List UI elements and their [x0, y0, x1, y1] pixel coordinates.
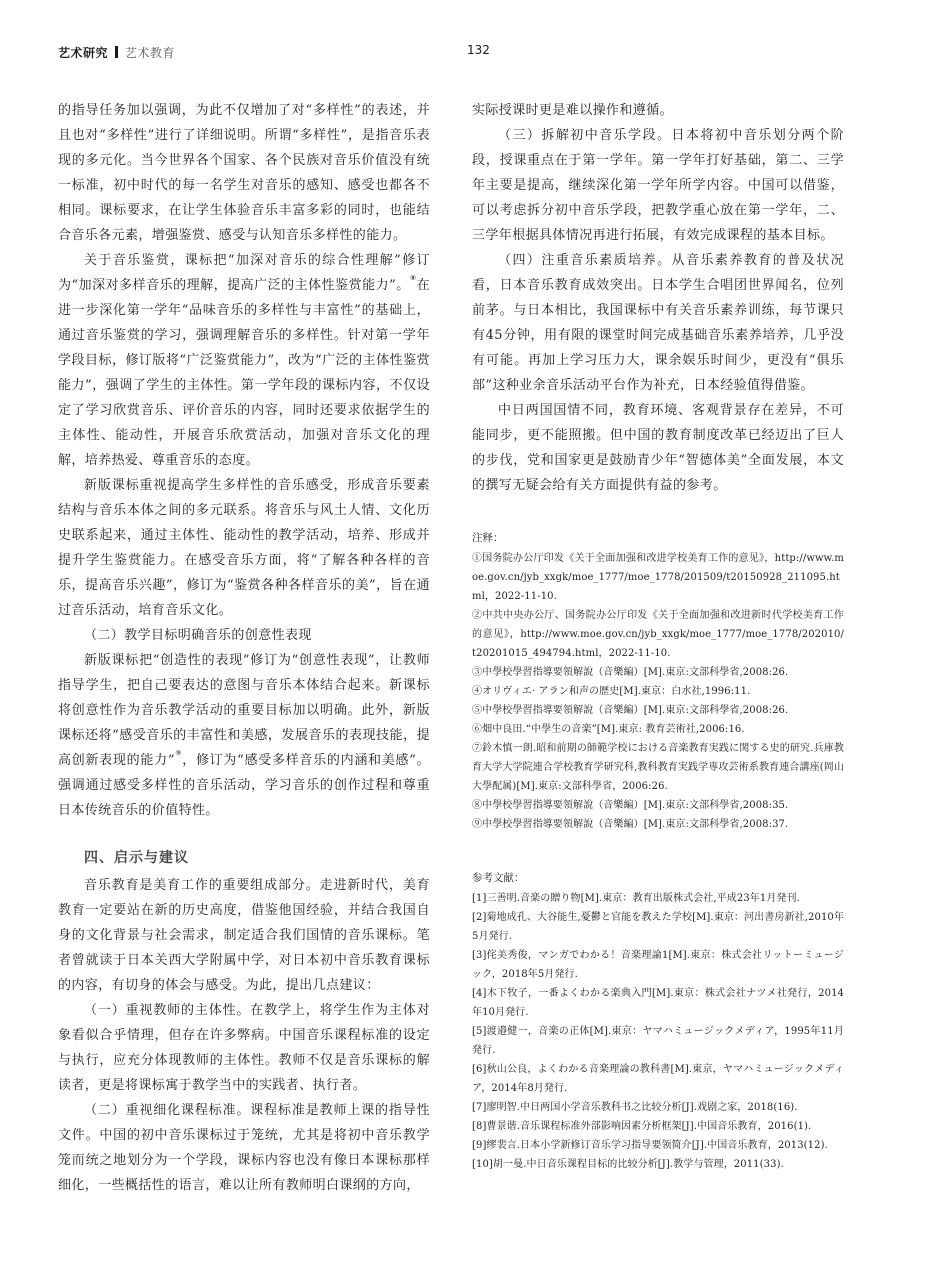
section-name: 艺术教育	[125, 45, 176, 60]
reference-item: [6]秋山公良，よくわかる音楽理論の教科書[M].東京，ヤマハミュージックメディア，2014年8月発行.	[472, 1064, 844, 1094]
paragraph: 中日两国国情不同，教育环境、客观背景存在差异，不可能同步，更不能照搬。但中国的教育制度改革已经迈出了巨人的步伐，党和国家更是鼓励青少年“智德体美”全面发展，本文的撰写无疑会给有关方面提供有益的参考。	[472, 403, 844, 493]
notes-section	[472, 530, 844, 834]
reference-item: [9]缪裴言.日本小学新修订音乐学习指导要领简介[J].中国音乐教育，2013(12).	[472, 1140, 828, 1151]
reference-item: [10]胡一曼.中日音乐课程目标的比较分析[J].教学与管理，2011(33).	[472, 1159, 784, 1170]
reference-item: [3]侘美秀俊，マンガでわかる！音楽理論1[M].東京：株式会社リットーミュージック，2018年5月発行.	[472, 950, 844, 980]
paragraph: （一）重视教师的主体性。在教学上，将学生作为主体对象看似合乎情理，但存在许多弊病。中国音乐课程标准的设定与执行，应充分体现教师的主体性。教师不仅是音乐课标的解读者，更是将课标寓于教学当中的实践者、执行者。	[58, 1003, 430, 1093]
note-item: ⑧中學校學習指導要領解說（音樂編）[M].東京:文部科學省,2008:35.	[472, 800, 789, 811]
journal-name: 艺术研究	[58, 45, 109, 60]
note-item: ②中共中央办公厅、国务院办公厅印发《关于全面加强和改进新时代学校美育工作的意见》，http://www.moe.gov.cn/jyb_xxgk/moe_1777/moe_1778/202010/t20201015_494794.html，2022-11-10.	[472, 610, 844, 659]
subheading: （二）教学目标明确音乐的创意性表现	[84, 628, 312, 643]
paragraph: （二）重视细化课程标准。课程标准是教师上课的指导性文件。中国的初中音乐课标过于笼统，尤其是将初中音乐教学笼而统之地划分为一个学段，课标内容也没有像日本课标那样细化，一些概括性的语言，难以让所有教师明白课纲的方向，	[58, 1103, 430, 1193]
note-item: ⑥畑中良田.“中學生の音楽”[M].東京: 教育芸術社,2006:16.	[472, 724, 745, 735]
note-item: ①国务院办公厅印发《关于全面加强和改进学校美育工作的意见》，http://www.moe.gov.cn/jyb_xxgk/moe_1777/moe_1778/201509/t20150928_211095.html，2022-11-10.	[472, 553, 844, 602]
section-title: 四、启示与建议	[84, 850, 189, 866]
note-item: ⑦鈴木慎一朗.昭和前期の師範学校における音楽教育実践に関する史的研究.兵庫教育大学大学院連合学校教育学研究科,教科教育実践学専攻芸術系教育連合講座(岡山大學配属)[M].東京:文部科學省，2006:26.	[472, 743, 844, 792]
reference-item: [1]三善明.音楽の贈り物[M].東京：教育出版株式会社,平成23年1月発刊.	[472, 893, 800, 904]
reference-item: [4]木下牧子，一番よくわかる楽典入門[M].東京：株式会社ナツメ社発行，2014年10月発行.	[472, 988, 844, 1018]
notes-title: 注释：	[472, 532, 504, 544]
paragraph-text: 新版课标把“创造性的表现”修订为“创意性表现”，让教师指导学生，把自己要表达的意图与音乐本体结合起来。新课标将创意性作为音乐教学活动的重要目标加以明确。此外，新版课标还将“感受音乐的丰富性和美感，发展音乐的表现技能，提高创新表现的能力”	[58, 653, 430, 768]
reference-item: [2]菊地成孔、大谷能生,憂鬱と官能を教えた学校[M].東京：河出書房新社,2010年5月発行.	[472, 912, 844, 942]
footnote-ref[interactable]: ⑨	[174, 749, 183, 757]
paragraph	[58, 248, 430, 473]
note-item: ⑨中學校學習指導要領解說（音樂編）[M].東京:文部科學省,2008:37.	[472, 819, 789, 830]
paragraph-text: 在进一步深化第一学年“品味音乐的多样性与丰富性”的基础上，通过音乐鉴赏的学习，强调理解音乐的多样性。针对第一学年学段目标，修订版将“广泛鉴赏能力”，改为“广泛的主体性鉴赏能力”，强调了学生的主体性。第一学年段的课标内容，不仅设定了学习欣赏音乐、评价音乐的内容，同时还要求依据学生的主体性、能动性，开展音乐欣赏活动，加强对音乐文化的理解，培养热爱、尊重音乐的态度。	[58, 278, 430, 468]
left-column	[58, 98, 430, 1198]
references-title: 参考文献：	[472, 872, 525, 884]
paragraph-text: 关于音乐鉴赏，课标把“加深对音乐的综合性理解”修订为“加深对多样音乐的理解，提高广泛的主体性鉴赏能力”。	[58, 253, 430, 293]
paragraph	[58, 648, 430, 823]
reference-item: [5]渡邉健一，音楽の正体[M].東京：ヤマハミュージックメディア，1995年11月発行.	[472, 1026, 844, 1056]
running-head	[58, 43, 175, 61]
paragraph: 音乐教育是美育工作的重要组成部分。走进新时代，美育教育一定要站在新的历史高度，借鉴他国经验，并结合我国自身的文化背景与社会需求，制定适合我们国情的音乐课标。笔者曾就读于日本关西大学附属中学，对日本初中音乐教育课标的内容，有切身的体会与感受。为此，提出几点建议：	[58, 878, 430, 993]
right-column	[472, 98, 844, 1174]
paragraph: 实际授课时更是难以操作和遵循。	[472, 103, 674, 118]
references-section	[472, 870, 844, 1174]
header-divider	[115, 46, 118, 58]
note-item: ③中學校學習指導要領解說（音樂編）[M].東京:文部科學省,2008:26.	[472, 667, 789, 678]
paragraph: （三）拆解初中音乐学段。日本将初中音乐划分两个阶段，授课重点在于第一学年。第一学年打好基础，第二、三学年主要是提高，继续深化第一学年所学内容。中国可以借鉴，可以考虑拆分初中音乐学段，把教学重心放在第一学年，二、三学年根据具体情况再进行拓展，有效完成课程的基本目标。	[472, 128, 844, 243]
page-number: 132	[467, 43, 490, 57]
reference-item: [7]廖明智.中日两国小学音乐教科书之比较分析[J].戏剧之家，2018(16).	[472, 1102, 798, 1113]
paragraph: （四）注重音乐素质培养。从音乐素养教育的普及状况看，日本音乐教育成效突出。日本学生合唱团世界闻名，位列前茅。与日本相比，我国课标中有关音乐素养训练，每节课只有45分钟，用有限的课堂时间完成基础音乐素养培养，几乎没有可能。再加上学习压力大，课余娱乐时间少，更没有“俱乐部”这种业余音乐活动平台作为补充，日本经验值得借鉴。	[472, 253, 844, 393]
note-item: ⑤中學校學習指導要領解說（音樂編）[M].東京:文部科學省,2008:26.	[472, 705, 789, 716]
footnote-ref[interactable]: ⑧	[409, 274, 417, 282]
paragraph: 的指导任务加以强调，为此不仅增加了对“多样性”的表述，并且也对“多样性”进行了详细说明。所谓“多样性”，是指音乐表现的多元化。当今世界各个国家、各个民族对音乐价值没有统一标准，初中时代的每一名学生对音乐的感知、感受也都各不相同。课标要求，在让学生体验音乐丰富多彩的同时，也能结合音乐各元素，增强鉴赏、感受与认知音乐多样性的能力。	[58, 103, 430, 243]
paragraph-text: ，修订为“感受多样音乐的内涵和美感”。强调通过感受多样性的音乐活动，学习音乐的创作过程和尊重日本传统音乐的价值特性。	[58, 753, 430, 818]
reference-item: [8]曹景谐.音乐课程标准外部影响因素分析框架[J].中国音乐教育，2016(1).	[472, 1121, 812, 1132]
paragraph: 新版课标重视提高学生多样性的音乐感受，形成音乐要素结构与音乐本体之间的多元联系。将音乐与风土人情、文化历史联系起来，通过主体性、能动性的教学活动，培养、形成并提升学生鉴赏能力。在感受音乐方面，将“了解各种各样的音乐，提高音乐兴趣”，修订为“鉴赏各种各样音乐的美”，旨在通过音乐活动，培育音乐文化。	[58, 478, 430, 618]
note-item: ④オリヴィエ· アラン和声の歴史[M].東京：白水社,1996:11.	[472, 686, 751, 697]
